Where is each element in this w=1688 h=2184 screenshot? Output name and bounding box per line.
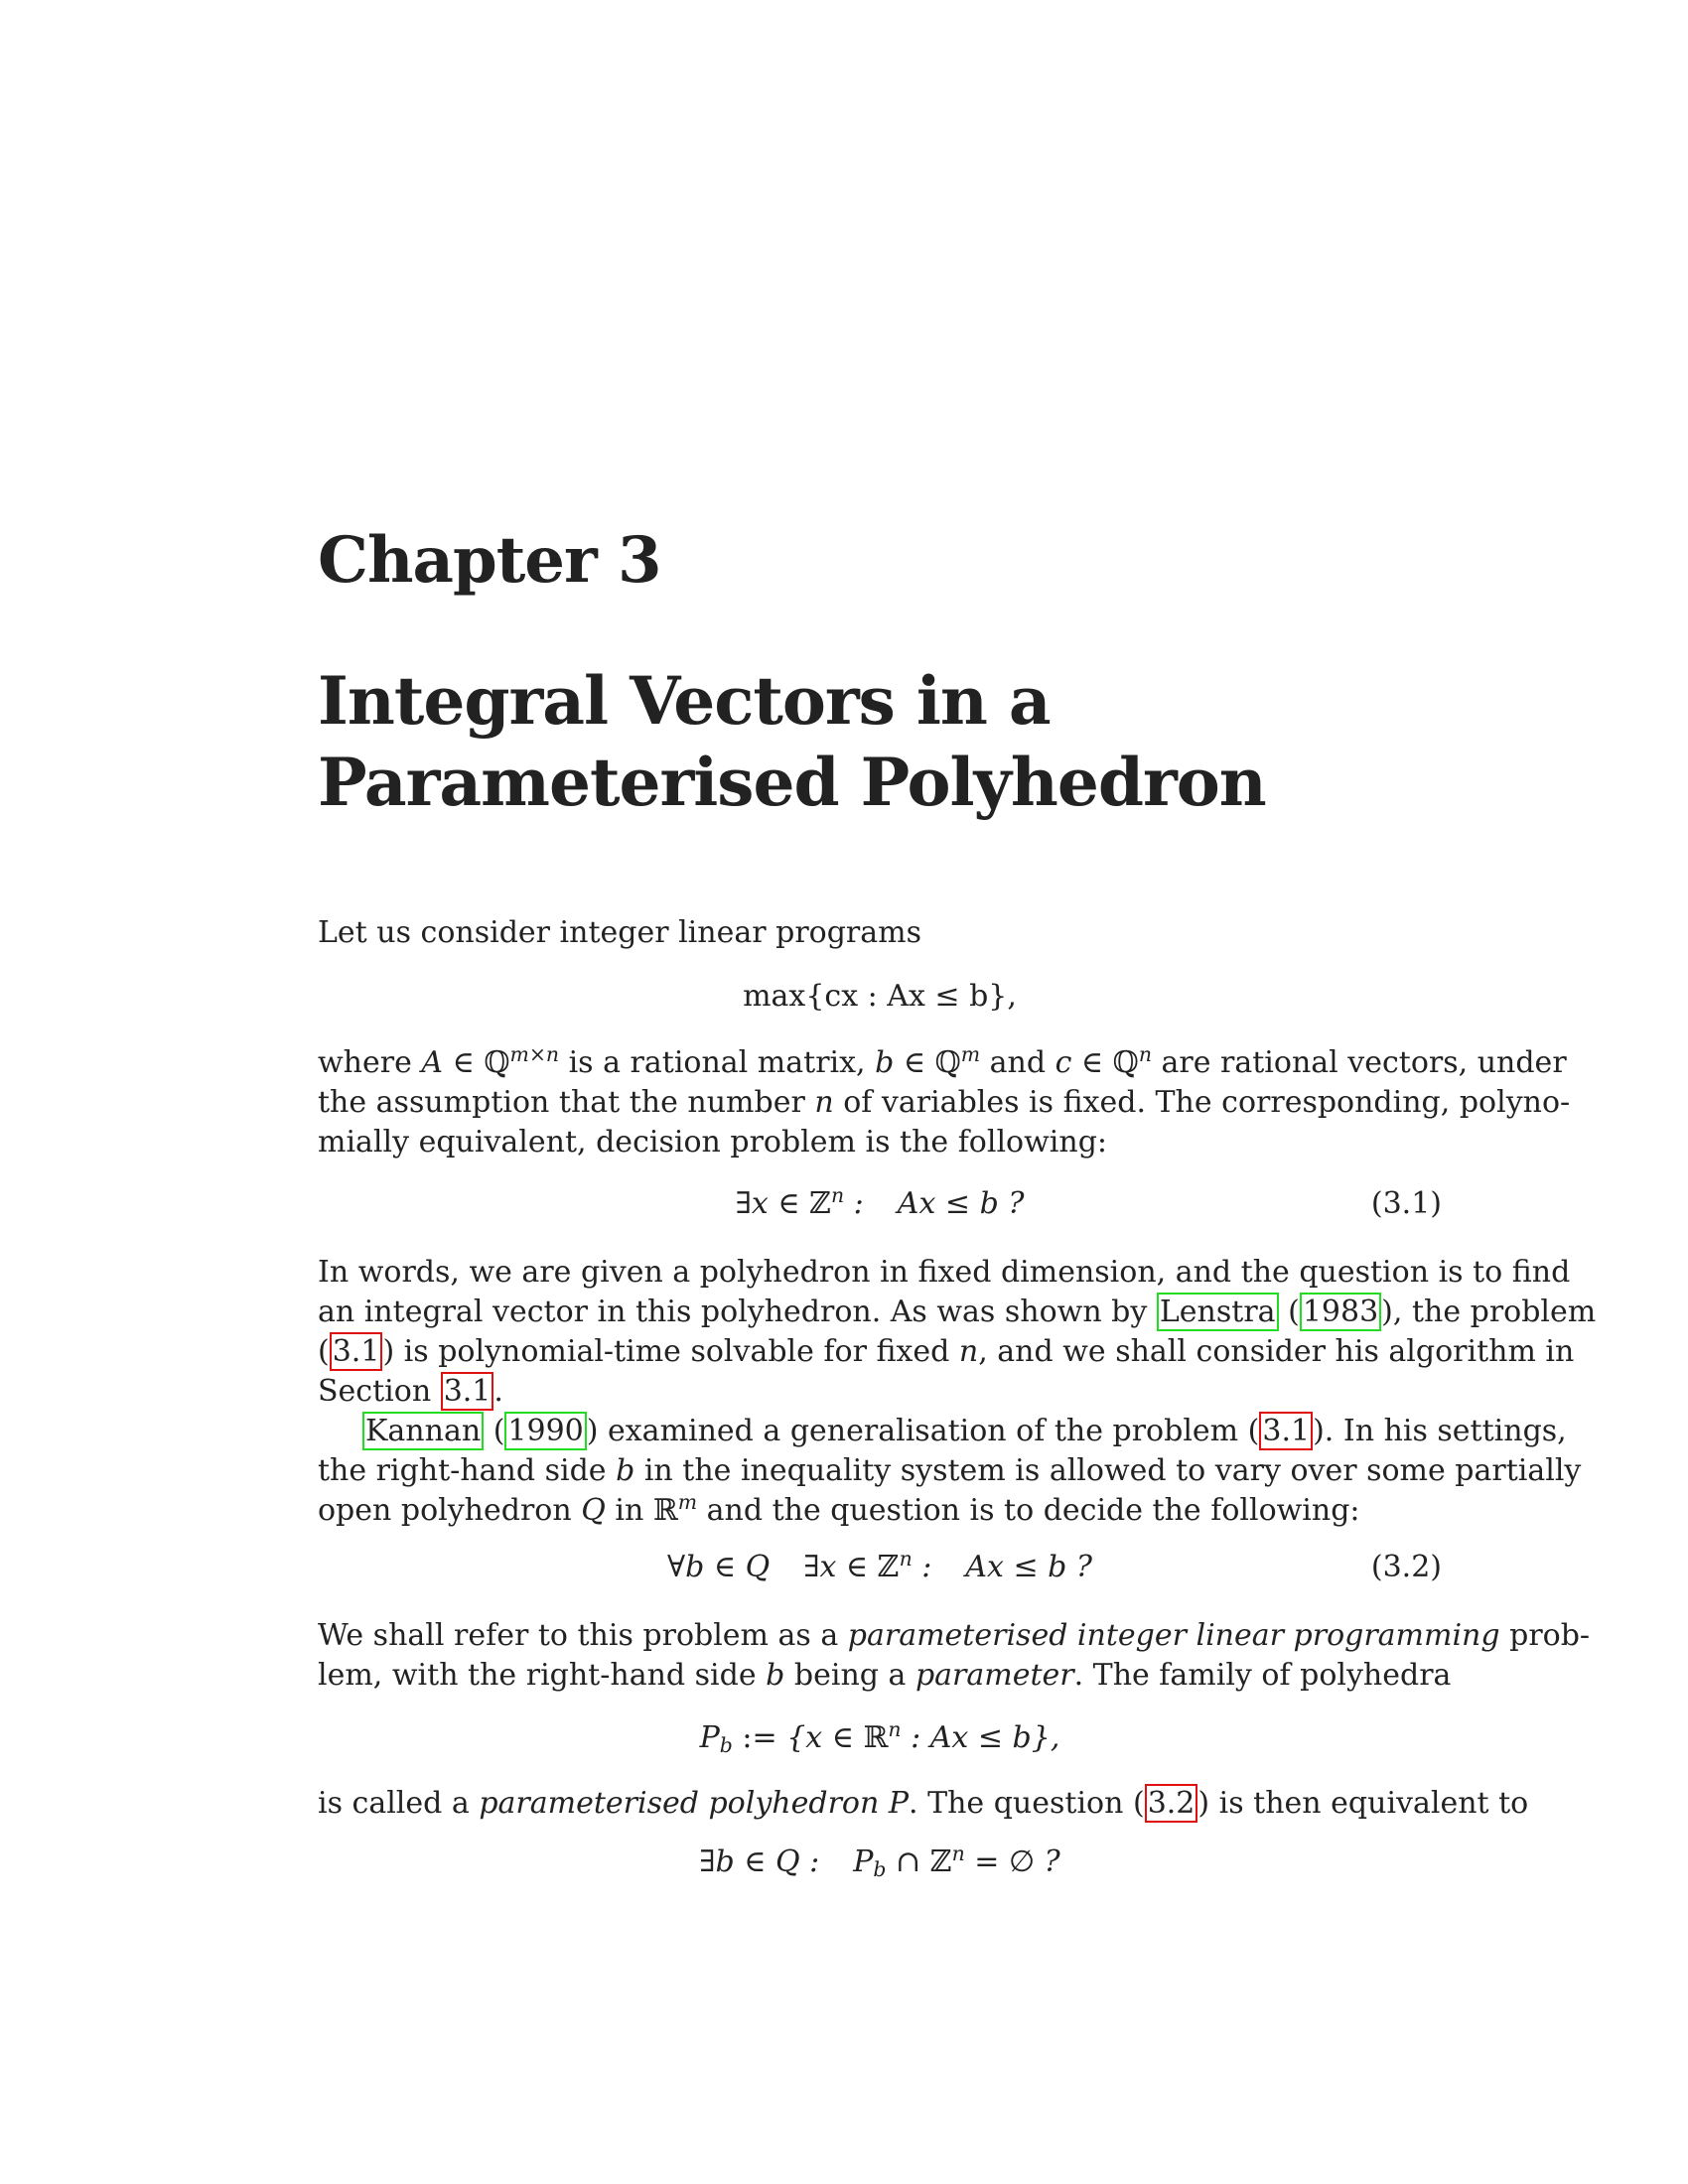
paragraph-3-line-2: an integral vector in this polyhedron. As was shown by Lenstra ( 1983 ), the problem bbox=[318, 1295, 1597, 1329]
paragraph-4-line-3: open polyhedron Q in ℝ$^m$ and the question is to decide the following: bbox=[318, 1489, 1360, 1528]
equation-pb-body: $P_b$ := {x ∈ ℝ$^n$ : Ax ≤ b}, bbox=[699, 1716, 1060, 1758]
section-link-3-1[interactable]: 3.1 bbox=[441, 1372, 494, 1411]
equation-link-3-2[interactable]: 3.2 bbox=[1145, 1784, 1198, 1823]
equation-number-3-2: (3.2) bbox=[1370, 1550, 1442, 1584]
chapter-title: Integral Vectors in a Parameterised Polyhedron bbox=[318, 662, 1266, 821]
equation-exists-b-body: ∃b ∈ Q : $P_b$ ∩ ℤ$^n$ = ∅ ? bbox=[699, 1841, 1060, 1882]
equation-number-3-1: (3.1) bbox=[1370, 1186, 1442, 1221]
paragraph-2-line-2: the assumption that the number n of variables is fixed. The corresponding, polyno- bbox=[318, 1085, 1571, 1120]
equation-3-1-body: ∃x ∈ ℤ$^n$ : Ax ≤ b ? bbox=[735, 1182, 1025, 1221]
equation-max-text: max{cx : Ax ≤ b}, bbox=[743, 979, 1017, 1014]
math-A-matrix: A ∈ ℚ$^{m\times n}$ bbox=[421, 1041, 560, 1080]
citation-link-1983[interactable]: 1983 bbox=[1300, 1293, 1381, 1331]
math-c-vector: c ∈ ℚ$^n$ bbox=[1055, 1041, 1152, 1080]
equation-exists-b bbox=[318, 1841, 1442, 1884]
paragraph-5-line-1: We shall refer to this problem as a parameterised integer linear programming prob- bbox=[318, 1618, 1591, 1653]
paragraph-6-line-1: is called a parameterised polyhedron P. The question ( 3.2 ) is then equivalent to bbox=[318, 1786, 1529, 1821]
paragraph-4-line-1: Kannan ( 1990 ) examined a generalisation of the problem ( 3.1 ). In his settings, bbox=[318, 1412, 1442, 1451]
equation-link-3-1[interactable]: 3.1 bbox=[330, 1332, 383, 1371]
equation-3-2 bbox=[318, 1546, 1442, 1589]
equation-pb-definition bbox=[318, 1716, 1442, 1760]
paragraph-3-line-1: In words, we are given a polyhedron in fixed dimension, and the question is to find bbox=[318, 1255, 1571, 1290]
equation-link-3-1-second[interactable]: 3.1 bbox=[1259, 1412, 1313, 1450]
paragraph-2-line-3: mially equivalent, decision problem is the following: bbox=[318, 1125, 1108, 1160]
paragraph-3-line-3: ( 3.1 ) is polynomial-time solvable for fixed n, and we shall consider his algorithm in bbox=[318, 1334, 1575, 1369]
chapter-label: Chapter 3 bbox=[318, 523, 661, 598]
equation-3-2-body: ∀b ∈ Q ∃x ∈ ℤ$^n$ : Ax ≤ b ? bbox=[667, 1546, 1092, 1584]
paragraph-2-line-1: where A ∈ ℚ$^{m\times n}$ is a rational matrix, b ∈ ℚ$^m$ and c ∈ ℚ$^n$ are rational vectors, under bbox=[318, 1041, 1567, 1080]
paragraph-4-line-2: the right-hand side b in the inequality system is allowed to vary over some partially bbox=[318, 1453, 1582, 1488]
equation-max bbox=[318, 975, 1442, 1019]
paragraph-5-line-2: lem, with the right-hand side b being a parameter. The family of polyhedra bbox=[318, 1658, 1452, 1693]
citation-link-kannan[interactable]: Kannan bbox=[362, 1412, 484, 1450]
paragraph-intro: Let us consider integer linear programs bbox=[318, 915, 921, 950]
math-b-vector: b ∈ ℚ$^m$ bbox=[875, 1041, 981, 1080]
equation-3-1 bbox=[318, 1182, 1442, 1226]
paragraph-3-line-4: Section 3.1 . bbox=[318, 1374, 503, 1409]
citation-link-1990[interactable]: 1990 bbox=[504, 1412, 586, 1450]
citation-link-lenstra[interactable]: Lenstra bbox=[1157, 1293, 1279, 1331]
